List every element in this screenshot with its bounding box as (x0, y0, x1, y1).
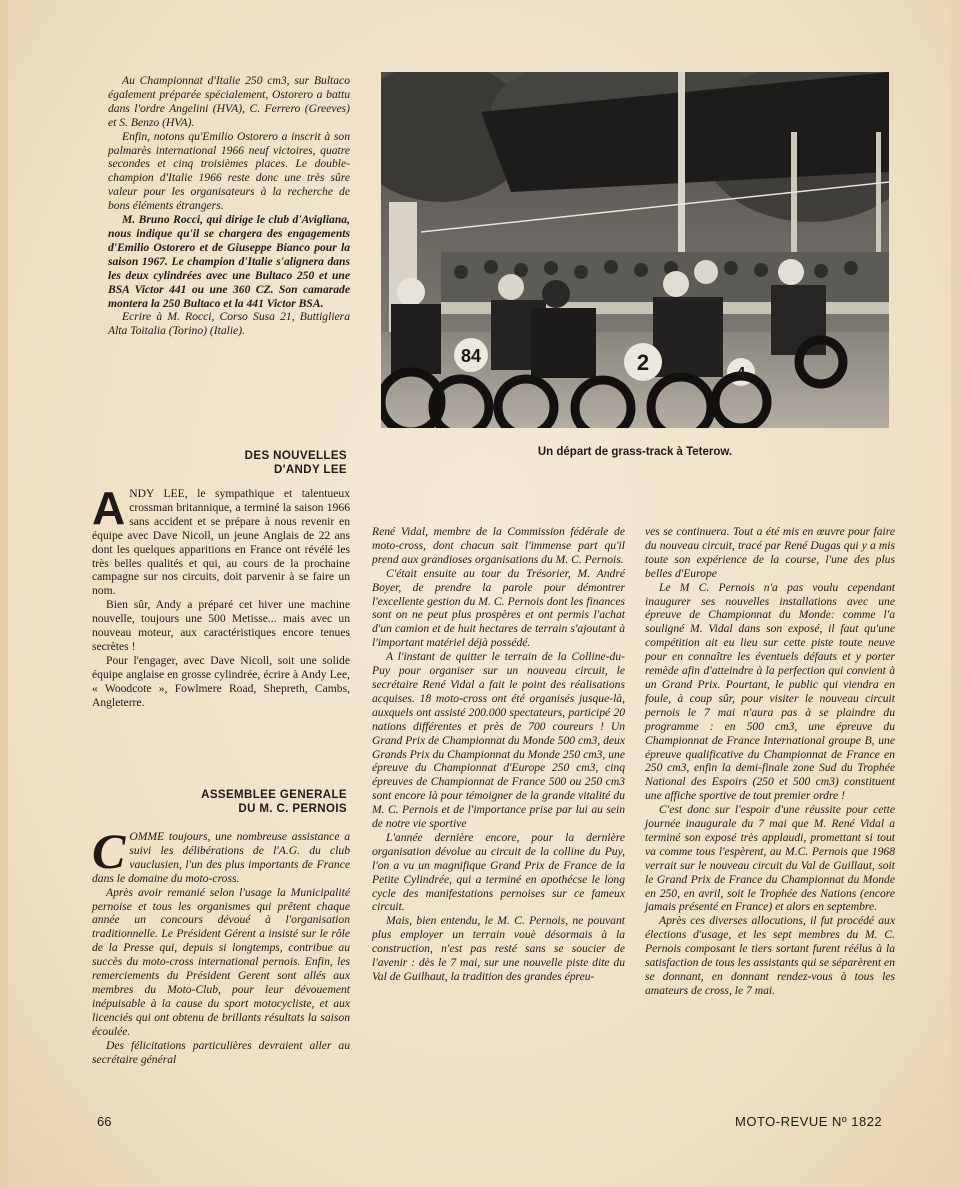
right-paragraph: ves se continuera. Tout a été mis en œuvre pour faire du nouveau circuit, tracé par René Dugas qui y a mis toute son expérience de la course, l'une des plus belles d'Europe (645, 525, 895, 580)
andy-paragraph: Pour l'engager, avec Dave Nicoll, soit une solide équipe anglaise en grosse cylindrée, écrire à Andy Lee, « Woodcote », Fowlmere Road, Shepreth, Cambs, Angleterre. (92, 653, 350, 709)
page-left-edge (0, 0, 8, 1187)
mid-paragraph: A l'instant de quitter le terrain de la Colline-du-Puy pour organiser sur un nouveau circuit, le secrétaire René Vidal a fait le point des réalisations acquises. 18 moto-cross ont été organisés jusque-là, auxquels ont assisté 200.000 spectateurs, participé 20 nations différentes et près de 700 coureurs ! Un Grand Prix de Championnat du Monde 500 cm3, deux Grands Prix du Championnat du Monde 250 cm3, une épreuve du Championnat d'Europe 250 cm3, cinq épreuves de Championnat de France 500 ou 250 cm3 sont encore là pour témoigner de la grande vitalité du M. C. Pernois et de l'importance prise par lui au sein de notre vie sportive (372, 650, 625, 831)
page-right-edge (951, 0, 961, 1187)
heading-line: DU M. C. PERNOIS (238, 803, 347, 815)
andy-paragraph (92, 482, 350, 598)
mid-paragraph: C'était ensuite au tour du Trésorier, M. André Boyer, de prendre la parole pour démontrer l'excellente gestion du M. C. Pernois dont les finances sont on ne peut plus prospères et ont permis l'achat d'un camion et de huit hectares de terrain s'ajoutant à l'important matériel déjà possédé. (372, 566, 625, 650)
drop-cap: C (92, 823, 126, 879)
race-number-plate: 84 (460, 346, 482, 366)
right-paragraph: Le M C. Pernois n'a pas voulu cependant inaugurer ses nouvelles installations avec une épreuve de Championnat du Monde: comme l'a souligné M. Vidal dans son exposé, il faut qu'une compétition ait eu lieu sur cette piste toute neuve pour en connaître les éventuels défauts et y porter remède afin d'atteindre à la perfection qui convient à un Grand Prix. Pourtant, le public qui viendra en foule, à coup sûr, pour visiter le nouveau circuit pernois le 7 mai n'aura pas à se plaindre du programme : en 500 cm3, une épreuve du Championnat de France International groupe B, une épreuve qualificative du Championnat de France en 250 cm3, enfin la demi-finale zone Sud du Trophée National des Espoirs (250 et 500 cm3) constituent une affiche sportive de tout premier ordre ! (645, 580, 895, 803)
mid-paragraph: L'année dernière encore, pour la dernière organisation dévolue au circuit de la colline du Puy, l'on a vu un magnifique Grand Prix de France de la Petite Cylindrée, qui a terminé en apothécse le long cycle des manifestations pernoises sur ce fameux circuit. (372, 830, 625, 914)
intro-paragraph: Enfin, notons qu'Emilio Ostorero a inscrit à son palmarès international 1966 neuf victoires, quatre secondes et cinq troisièmes places. Le double-champion d'Italie 1966 reste donc une très sûre valeur pour les organisateurs à la recherche de bons éléments étrangers. (108, 129, 350, 213)
drop-cap: A (92, 482, 126, 534)
andy-lead: NDY LEE, (129, 487, 188, 500)
mid-paragraph: René Vidal, membre de la Commission fédérale de moto-cross, dont chacun sait l'immense part qu'il prend aux grandioses organisations du M. C. Pernois. (372, 525, 625, 566)
ag-lead: OMME (129, 830, 165, 843)
heading-line: DES NOUVELLES (244, 450, 347, 462)
ag-paragraph: Après avoir remanié selon l'usage la Municipalité pernoise et tous les organismes qui prêtent chaque année un concours dévoué à l'organisation traditionnelle. Le Président Gérent a insisté sur le rôle de la Presse qui, depuis si longtemps, contribue au succès du moto-cross international pernois. Enfin, les remerciements du Président Gerent sont allés aux membres du Moto-Club, pour leur dévouement inépuisable à la cause du sport motocycliste, et aux licenciés qui ont obtenu de brillants résultats la saison écoulée. (92, 885, 350, 1038)
page-number: 66 (97, 1114, 112, 1129)
race-number-plate: 2 (636, 350, 650, 375)
heading-line: ASSEMBLEE GENERALE (201, 789, 347, 801)
andy-lee-column (92, 482, 350, 710)
grass-track-photo-image (381, 72, 889, 428)
mid-paragraph: Mais, bien entendu, le M. C. Pernois, ne pouvant plus employer un terrain vouè désormais à la construction, n'est pas resté sans se soucier de l'avenir : dès le 7 mai, sur une nouvelle piste dite du Val de Guilhaut, la tradition des grandes épreu- (372, 914, 625, 983)
ag-paragraph-text: toujours, une nombreuse assistance a suivi les délibérations de l'A.G. du club vauclusien, l'un des plus importants de France dans le domaine du moto-cross. (92, 830, 350, 885)
right-paragraph: C'est donc sur l'espoir d'une réussite pour cette journée inaugurale du 7 mai que M. René Vidal a terminé son exposé très applaudi, promettant si tout va comme tous l'espèrent, au M.C. Pernois que 1968 verrait sur le nouveau circuit du Val de Guillaut, soit le Grand Prix de France du Championnat du Monde en 250, en avril, soit le Trophée des Nations (encore jamais présenté en France) et alors en septembre. (645, 803, 895, 914)
grass-track-photo (381, 72, 889, 428)
intro-paragraph-text: nous indique qu'il se chargera des engagements d'Emilio Ostorero et de Giuseppe Bianco pour la saison 1967. Le champion d'Italie s'alignera dans les deux cylindrées avec une Bultaco 250 et une BSA Victor 441 ou une 360 CZ. Son camarade montera la 250 Bultaco et la 441 Victor BSA. (108, 226, 350, 310)
andy-paragraph-text: le sympathique et talentueux crossman britannique, a terminé la saison 1966 sans accident et se prépare à nous revenir en équipe avec Dave Nicoll, un jeune Anglais de 22 ans dont les quelques apparitions en France ont révélé les très belles qualités et qui, au cours de la prochaine campagne sur nos circuits, doit parvenir à se faire un nom. (92, 487, 350, 598)
magazine-issue: MOTO-REVUE Nº 1822 (735, 1114, 883, 1129)
andy-paragraph: Bien sûr, Andy a préparé cet hiver une machine nouvelle, toujours une 500 Metisse... mais avec un nouveau moteur, aux caractéristiques encore tenues secrètes ! (92, 598, 350, 653)
intro-column (108, 74, 350, 338)
middle-column (372, 525, 625, 984)
heading-line: D'ANDY LEE (274, 464, 347, 476)
right-column (645, 525, 895, 998)
right-paragraph: Après ces diverses allocutions, il fut procédé aux élections d'usage, et les sept membres du M. C. Pernois composant le tiers sortant furent réélus à la satisfaction de tous les assistants qui se séparèrent en se donnant, en donnant rendez-vous à tous les amateurs de cross, le 7 mai. (645, 914, 895, 997)
intro-lead-name: M. Bruno Rocci, qui dirige le club d'Avigliana, (122, 213, 350, 227)
intro-paragraph: Ecrire à M. Rocci, Corso Susa 21, Buttigliera Alta Toitalia (Torino) (Italie). (108, 310, 350, 338)
assemblee-column (92, 823, 350, 1066)
intro-paragraph: Au Championnat d'Italie 250 cm3, sur Bultaco également préparée spécialement, Ostorero a battu dans l'ordre Angelini (HVA), C. Ferrero (Greeves) et S. Benzo (HVA). (108, 74, 350, 129)
section-heading-andy-lee (200, 449, 347, 477)
photo-caption: Un départ de grass-track à Teterow. (537, 446, 733, 458)
race-number-plate: 4 (736, 365, 746, 382)
ag-paragraph: Des félicitations particulières devraient aller au secrétaire général (92, 1038, 350, 1066)
section-heading-assemblee (150, 788, 347, 816)
ag-paragraph (92, 823, 350, 886)
intro-paragraph (108, 213, 350, 310)
